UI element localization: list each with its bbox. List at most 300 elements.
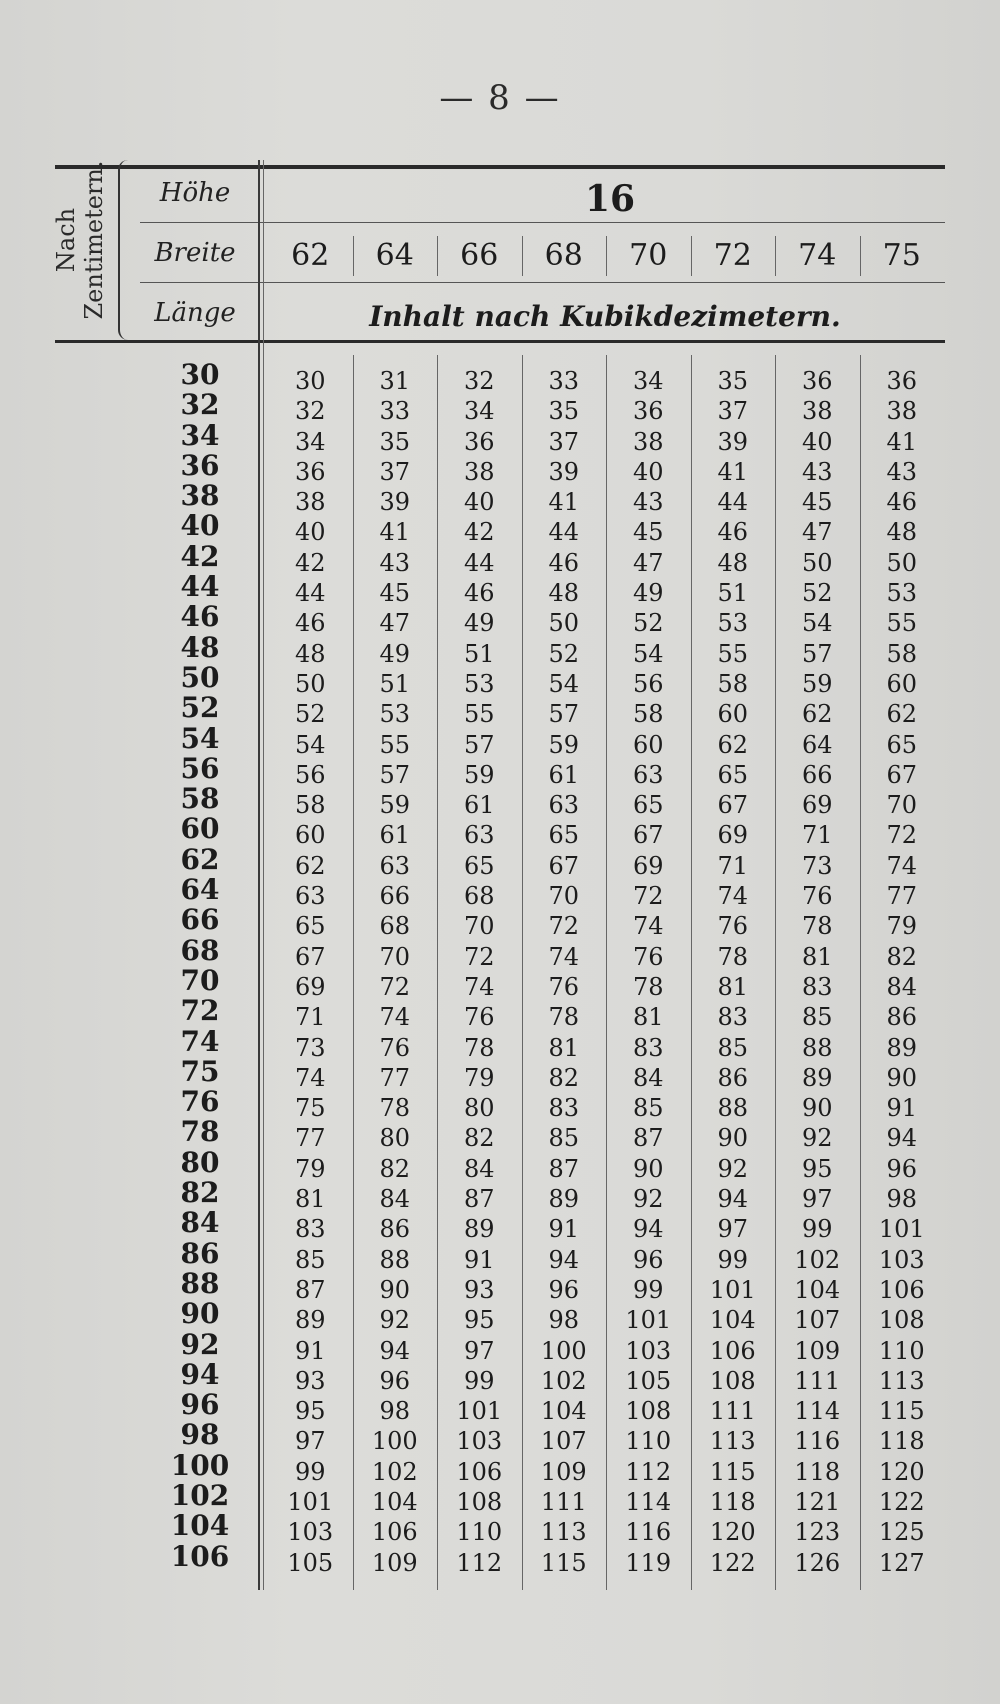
table-cell: 36	[632, 397, 664, 426]
table-cell: 91	[886, 1094, 918, 1123]
table-cell: 112	[456, 1548, 503, 1577]
column-separator	[691, 355, 692, 1590]
table-cell: 66	[801, 760, 833, 789]
table-cell: 74	[548, 942, 580, 971]
table-cell: 113	[709, 1427, 756, 1456]
table-cell: 59	[548, 730, 580, 759]
laenge-column	[150, 360, 250, 1572]
table-cell: 42	[463, 518, 495, 547]
table-cell: 74	[632, 912, 664, 941]
table-cell: 69	[294, 972, 326, 1001]
table-cell: 51	[717, 579, 749, 608]
value-column	[606, 366, 691, 1578]
table-cell: 79	[294, 1154, 326, 1183]
table-cell: 78	[463, 1033, 495, 1062]
table-cell: 97	[717, 1215, 749, 1244]
table-cell: 121	[794, 1487, 841, 1516]
table-cell: 96	[632, 1245, 664, 1274]
breite-separator	[353, 236, 354, 276]
table-cell: 122	[878, 1487, 925, 1516]
table-cell: 118	[878, 1427, 925, 1456]
table-cell: 89	[548, 1185, 580, 1214]
table-cell: 69	[632, 851, 664, 880]
table-cell: 118	[794, 1457, 841, 1486]
breite-separator	[775, 236, 776, 276]
table-cell: 91	[548, 1215, 580, 1244]
table-cell: 114	[625, 1487, 672, 1516]
table-cell: 76	[379, 1033, 411, 1062]
table-cell: 38	[632, 427, 664, 456]
inhalt-label: Inhalt nach Kubikdezimetern.	[369, 300, 841, 333]
breite-value: 74	[798, 238, 837, 273]
table-cell: 46	[548, 548, 580, 577]
table-cell: 92	[801, 1124, 833, 1153]
table-cell: 63	[379, 851, 411, 880]
table-cell: 90	[801, 1094, 833, 1123]
laenge-value: 56	[180, 751, 220, 785]
table-cell: 75	[294, 1094, 326, 1123]
table-cell: 76	[463, 1003, 495, 1032]
table-cell: 97	[294, 1427, 326, 1456]
table-cell: 103	[456, 1427, 503, 1456]
table-cell: 39	[717, 427, 749, 456]
table-cell: 73	[294, 1033, 326, 1062]
table-cell: 99	[632, 1275, 664, 1304]
table-cell: 72	[379, 972, 411, 1001]
table-cell: 94	[632, 1215, 664, 1244]
table-cell: 99	[294, 1457, 326, 1486]
page-number: — 8 —	[439, 78, 561, 118]
table-cell: 72	[548, 912, 580, 941]
table-cell: 112	[625, 1457, 672, 1486]
table-cell: 59	[801, 669, 833, 698]
table-cell: 39	[548, 457, 580, 486]
table-cell: 92	[379, 1306, 411, 1335]
laenge-value: 52	[180, 691, 220, 725]
table-cell: 82	[379, 1154, 411, 1183]
table-cell: 35	[548, 397, 580, 426]
table-cell: 84	[463, 1154, 495, 1183]
table-cell: 83	[294, 1215, 326, 1244]
table-cell: 94	[717, 1185, 749, 1214]
table-cell: 101	[878, 1215, 925, 1244]
table-cell: 33	[548, 367, 580, 395]
table-cell: 109	[371, 1548, 418, 1577]
table-cell: 34	[632, 367, 664, 395]
table-cell: 110	[456, 1518, 503, 1547]
laenge-value: 98	[180, 1418, 220, 1452]
table-cell: 104	[709, 1306, 756, 1335]
table-cell: 96	[886, 1154, 918, 1183]
table-cell: 46	[294, 609, 326, 638]
table-cell: 85	[632, 1094, 664, 1123]
table-cell: 77	[379, 1063, 411, 1092]
laenge-value: 44	[180, 570, 220, 604]
table-cell: 55	[379, 730, 411, 759]
table-cell: 54	[632, 639, 664, 668]
table-cell: 63	[294, 882, 326, 911]
laenge-value: 40	[180, 509, 220, 543]
table-cell: 60	[886, 669, 918, 698]
table-cell: 93	[463, 1275, 495, 1304]
value-column	[353, 366, 438, 1578]
table-cell: 72	[886, 821, 918, 850]
table-cell: 90	[886, 1063, 918, 1092]
table-cell: 46	[717, 518, 749, 547]
laenge-value: 38	[180, 479, 220, 513]
table-cell: 48	[717, 548, 749, 577]
table-cell: 74	[463, 972, 495, 1001]
table-cell: 81	[801, 942, 833, 971]
table-cell: 37	[548, 427, 580, 456]
table-cell: 65	[717, 760, 749, 789]
table-cell: 85	[717, 1033, 749, 1062]
table-cell: 40	[294, 518, 326, 547]
table-cell: 108	[456, 1487, 503, 1516]
laenge-value: 86	[180, 1236, 220, 1270]
table-cell: 74	[886, 851, 918, 880]
column-separator	[353, 355, 354, 1590]
table-cell: 83	[717, 1003, 749, 1032]
table-cell: 108	[709, 1366, 756, 1395]
table-cell: 41	[548, 488, 580, 517]
table-cell: 102	[540, 1366, 587, 1395]
laenge-value: 78	[180, 1115, 220, 1149]
table-cell: 38	[886, 397, 918, 426]
table-cell: 72	[632, 882, 664, 911]
table-cell: 78	[801, 912, 833, 941]
table-cell: 71	[717, 851, 749, 880]
column-separator	[860, 355, 861, 1590]
laenge-label: Länge	[154, 298, 236, 328]
table-cell: 106	[371, 1518, 418, 1547]
table-cell: 90	[379, 1275, 411, 1304]
laenge-value: 50	[180, 660, 220, 694]
table-cell: 83	[548, 1094, 580, 1123]
table-cell: 54	[548, 669, 580, 698]
table-cell: 127	[878, 1548, 925, 1577]
table-cell: 87	[548, 1154, 580, 1183]
label-divider	[258, 160, 260, 1590]
table-cell: 125	[878, 1518, 925, 1547]
table-cell: 113	[540, 1518, 587, 1547]
laenge-value: 96	[180, 1388, 220, 1422]
table-cell: 98	[886, 1185, 918, 1214]
table-cell: 80	[463, 1094, 495, 1123]
table-cell: 120	[878, 1457, 925, 1486]
table-cell: 43	[801, 457, 833, 486]
table-cell: 41	[717, 457, 749, 486]
laenge-value: 88	[180, 1266, 220, 1300]
table-cell: 48	[294, 639, 326, 668]
table-cell: 44	[717, 488, 749, 517]
table-cell: 123	[794, 1518, 841, 1547]
table-cell: 55	[717, 639, 749, 668]
table-cell: 104	[540, 1397, 587, 1426]
table-cell: 47	[632, 548, 664, 577]
table-cell: 54	[294, 730, 326, 759]
laenge-value: 104	[170, 1509, 230, 1543]
table-cell: 79	[886, 912, 918, 941]
table-cell: 81	[294, 1185, 326, 1214]
table-cell: 45	[379, 579, 411, 608]
table-cell: 62	[294, 851, 326, 880]
table-cell: 46	[886, 488, 918, 517]
header-line-2	[140, 282, 945, 283]
table-cell: 70	[463, 912, 495, 941]
value-column	[268, 366, 353, 1578]
laenge-value: 106	[170, 1539, 230, 1573]
table-cell: 47	[801, 518, 833, 547]
laenge-value: 90	[180, 1297, 220, 1331]
table-cell: 96	[548, 1275, 580, 1304]
table-cell: 94	[886, 1124, 918, 1153]
table-cell: 59	[463, 760, 495, 789]
header-line-1	[140, 222, 945, 223]
table-cell: 114	[794, 1397, 841, 1426]
laenge-value: 74	[180, 1024, 220, 1058]
table-cell: 58	[886, 639, 918, 668]
table-cell: 84	[379, 1185, 411, 1214]
table-cell: 39	[379, 488, 411, 517]
table-cell: 44	[548, 518, 580, 547]
table-cell: 53	[463, 669, 495, 698]
value-column	[775, 366, 860, 1578]
table-cell: 71	[801, 821, 833, 850]
laenge-value: 72	[180, 994, 220, 1028]
table-cell: 33	[379, 397, 411, 426]
table-cell: 57	[801, 639, 833, 668]
table-cell: 42	[294, 548, 326, 577]
breite-value: 66	[460, 238, 499, 273]
table-cell: 32	[463, 367, 495, 395]
breite-separator	[691, 236, 692, 276]
table-cell: 55	[463, 700, 495, 729]
table-cell: 109	[540, 1457, 587, 1486]
value-column	[691, 366, 776, 1578]
table-cell: 43	[379, 548, 411, 577]
table-cell: 85	[548, 1124, 580, 1153]
table-cell: 93	[294, 1366, 326, 1395]
table-cell: 90	[632, 1154, 664, 1183]
table-cell: 120	[709, 1518, 756, 1547]
table-cell: 47	[379, 609, 411, 638]
table-cell: 73	[801, 851, 833, 880]
table-cell: 44	[463, 548, 495, 577]
table-cell: 53	[379, 700, 411, 729]
table-cell: 74	[717, 882, 749, 911]
table-cell: 40	[801, 427, 833, 456]
table-cell: 78	[379, 1094, 411, 1123]
table-cell: 102	[794, 1245, 841, 1274]
table-cell: 70	[548, 882, 580, 911]
hoehe-value: 16	[584, 178, 636, 220]
table-cell: 49	[379, 639, 411, 668]
table-cell: 63	[463, 821, 495, 850]
table-cell: 35	[717, 367, 749, 395]
breite-value: 75	[882, 238, 921, 273]
breite-separator	[606, 236, 607, 276]
table-cell: 49	[632, 579, 664, 608]
table-cell: 85	[294, 1245, 326, 1274]
table-cell: 101	[709, 1275, 756, 1304]
laenge-value: 64	[180, 873, 220, 907]
table-cell: 78	[717, 942, 749, 971]
table-cell: 58	[717, 669, 749, 698]
laenge-value: 84	[180, 1206, 220, 1240]
table-cell: 105	[625, 1366, 672, 1395]
table-cell: 103	[287, 1518, 334, 1547]
table-cell: 82	[463, 1124, 495, 1153]
laenge-value: 46	[180, 600, 220, 634]
table-cell: 48	[886, 518, 918, 547]
table-cell: 111	[794, 1366, 841, 1395]
table-cell: 58	[632, 700, 664, 729]
table-cell: 52	[801, 579, 833, 608]
table-cell: 101	[287, 1487, 334, 1516]
table-cell: 59	[379, 791, 411, 820]
table-cell: 70	[379, 942, 411, 971]
table-cell: 65	[886, 730, 918, 759]
table-cell: 110	[625, 1427, 672, 1456]
hoehe-label: Höhe	[159, 178, 231, 208]
table-cell: 94	[548, 1245, 580, 1274]
breite-value: 64	[375, 238, 414, 273]
table-cell: 54	[801, 609, 833, 638]
breite-value: 68	[544, 238, 583, 273]
table-cell: 61	[463, 791, 495, 820]
brace	[118, 160, 138, 340]
table-cell: 74	[294, 1063, 326, 1092]
table-cell: 52	[632, 609, 664, 638]
table-cell: 115	[709, 1457, 756, 1486]
table-cell: 100	[540, 1336, 587, 1365]
table-cell: 83	[632, 1033, 664, 1062]
laenge-value: 92	[180, 1327, 220, 1361]
table-cell: 106	[456, 1457, 503, 1486]
table-cell: 96	[379, 1366, 411, 1395]
table-cell: 34	[463, 397, 495, 426]
laenge-value: 82	[180, 1176, 220, 1210]
table-cell: 52	[548, 639, 580, 668]
breite-value: 70	[629, 238, 668, 273]
table-cell: 105	[287, 1548, 334, 1577]
table-cell: 38	[294, 488, 326, 517]
table-cell: 87	[463, 1185, 495, 1214]
table-cell: 69	[801, 791, 833, 820]
table-cell: 81	[548, 1033, 580, 1062]
table-cell: 48	[548, 579, 580, 608]
table-cell: 109	[794, 1336, 841, 1365]
table-cell: 82	[548, 1063, 580, 1092]
column-separator	[606, 355, 607, 1590]
laenge-value: 94	[180, 1357, 220, 1391]
laenge-value: 48	[180, 630, 220, 664]
table-cell: 113	[878, 1366, 925, 1395]
laenge-value: 70	[180, 963, 220, 997]
laenge-value: 58	[180, 782, 220, 816]
table-cell: 76	[548, 972, 580, 1001]
table-cell: 56	[294, 760, 326, 789]
table-cell: 65	[463, 851, 495, 880]
laenge-value: 34	[180, 418, 220, 452]
table-cell: 78	[632, 972, 664, 1001]
table-cell: 64	[801, 730, 833, 759]
table-cell: 50	[548, 609, 580, 638]
table-cell: 51	[463, 639, 495, 668]
table-cell: 40	[463, 488, 495, 517]
table-cell: 53	[886, 579, 918, 608]
label-divider-inner	[263, 160, 264, 1590]
table-cell: 111	[540, 1487, 587, 1516]
table-cell: 60	[632, 730, 664, 759]
table-cell: 53	[717, 609, 749, 638]
breite-separator	[860, 236, 861, 276]
table-cell: 104	[794, 1275, 841, 1304]
breite-value: 62	[291, 238, 330, 273]
laenge-value: 102	[170, 1478, 230, 1512]
table-cell: 99	[717, 1245, 749, 1274]
table-cell: 88	[801, 1033, 833, 1062]
table-cell: 95	[294, 1397, 326, 1426]
table-cell: 87	[294, 1275, 326, 1304]
table-cell: 58	[294, 791, 326, 820]
table-cell: 103	[878, 1245, 925, 1274]
table-cell: 32	[294, 397, 326, 426]
table-cell: 56	[632, 669, 664, 698]
table-cell: 41	[379, 518, 411, 547]
column-separator	[437, 355, 438, 1590]
table-cell: 70	[886, 791, 918, 820]
table-cell: 62	[717, 730, 749, 759]
breite-separator	[522, 236, 523, 276]
breite-label: Breite	[154, 238, 236, 268]
table-cell: 76	[801, 882, 833, 911]
table-cell: 41	[886, 427, 918, 456]
table-cell: 67	[548, 851, 580, 880]
top-rule	[55, 165, 945, 169]
table-cell: 116	[625, 1518, 672, 1547]
table-cell: 66	[379, 882, 411, 911]
table-cell: 89	[886, 1033, 918, 1062]
table-cell: 107	[794, 1306, 841, 1335]
table-cell: 65	[632, 791, 664, 820]
table-cell: 65	[548, 821, 580, 850]
laenge-value: 66	[180, 903, 220, 937]
table-cell: 104	[371, 1487, 418, 1516]
table-cell: 36	[463, 427, 495, 456]
table-cell: 63	[632, 760, 664, 789]
table-cell: 92	[717, 1154, 749, 1183]
table-cell: 61	[379, 821, 411, 850]
table-cell: 57	[548, 700, 580, 729]
table-cell: 68	[379, 912, 411, 941]
laenge-value: 75	[180, 1054, 220, 1088]
laenge-value: 30	[180, 358, 220, 391]
table-cell: 82	[886, 942, 918, 971]
column-separator	[775, 355, 776, 1590]
table-cell: 40	[632, 457, 664, 486]
table-cell: 92	[632, 1185, 664, 1214]
table-cell: 60	[294, 821, 326, 850]
table-cell: 44	[294, 579, 326, 608]
table-cell: 126	[794, 1548, 841, 1577]
table-cell: 115	[540, 1548, 587, 1577]
table-cell: 81	[632, 1003, 664, 1032]
table-cell: 100	[371, 1427, 418, 1456]
table-cell: 87	[632, 1124, 664, 1153]
table-cell: 99	[463, 1366, 495, 1395]
